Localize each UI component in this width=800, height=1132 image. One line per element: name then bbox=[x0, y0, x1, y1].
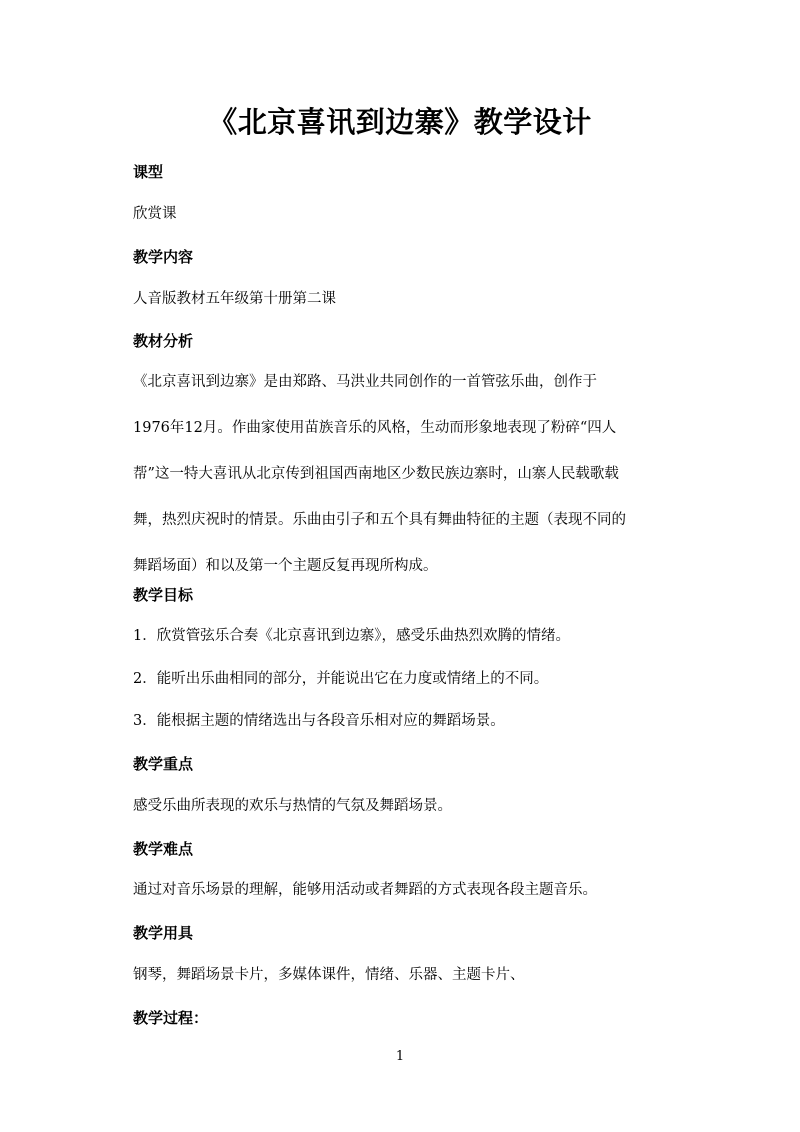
teaching-goal-item: 2．能听出乐曲相同的部分，并能说出它在力度或情绪上的不同。 bbox=[133, 671, 549, 687]
page-number: 1 bbox=[395, 1049, 405, 1064]
heading-teaching-difficulty: 教学难点 bbox=[133, 840, 194, 858]
heading-lesson-type: 课型 bbox=[133, 163, 164, 181]
teaching-goal-item: 1．欣赏管弦乐合奏《北京喜讯到边寨》，感受乐曲热烈欢腾的情绪。 bbox=[133, 628, 570, 644]
heading-teaching-process: 教学过程： bbox=[133, 1009, 209, 1027]
material-analysis-line: 1976年12月。作曲家使用苗族音乐的风格，生动而形象地表现了粉碎“四人 bbox=[133, 420, 617, 436]
teaching-difficulty-text: 通过对音乐场景的理解，能够用活动或者舞蹈的方式表现各段主题音乐。 bbox=[133, 882, 597, 898]
teaching-goal-item: 3．能根据主题的情绪选出与各段音乐相对应的舞蹈场景。 bbox=[133, 713, 505, 729]
heading-teaching-focus: 教学重点 bbox=[133, 755, 194, 773]
material-analysis-line: 舞蹈场面）和以及第一个主题反复再现所构成。 bbox=[133, 558, 438, 574]
material-analysis-line: 《北京喜讯到边寨》是由郑路、马洪业共同创作的一首管弦乐曲，创作于 bbox=[133, 374, 597, 390]
heading-teaching-goals: 教学目标 bbox=[133, 586, 194, 604]
teaching-tools-text: 钢琴，舞蹈场景卡片，多媒体课件，情绪、乐器、主题卡片、 bbox=[133, 967, 525, 983]
teaching-content-text: 人音版教材五年级第十册第二课 bbox=[133, 291, 336, 307]
heading-teaching-content: 教学内容 bbox=[133, 248, 194, 266]
heading-teaching-tools: 教学用具 bbox=[133, 924, 194, 942]
document-title: 《北京喜讯到边寨》教学设计 bbox=[208, 105, 592, 139]
material-analysis-line: 帮”这一特大喜讯从北京传到祖国西南地区少数民族边寨时，山寨人民载歌载 bbox=[133, 466, 619, 482]
heading-material-analysis: 教材分析 bbox=[133, 332, 194, 350]
material-analysis-paragraph bbox=[133, 371, 673, 601]
lesson-type-content: 欣赏课 bbox=[133, 206, 177, 222]
material-analysis-line: 舞，热烈庆祝时的情景。乐曲由引子和五个具有舞曲特征的主题（表现不同的 bbox=[133, 512, 626, 528]
teaching-focus-text: 感受乐曲所表现的欢乐与热情的气氛及舞蹈场景。 bbox=[133, 798, 452, 814]
